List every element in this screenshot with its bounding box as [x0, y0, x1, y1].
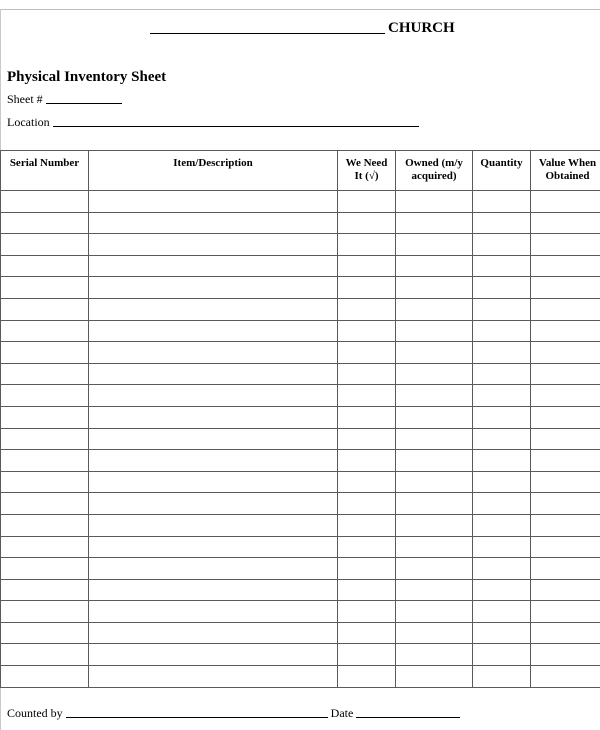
quantity-cell[interactable] — [473, 406, 531, 428]
item-description-cell[interactable] — [89, 450, 338, 472]
we-need-it-cell[interactable] — [338, 191, 396, 213]
value-cell[interactable] — [531, 406, 600, 428]
quantity-cell[interactable] — [473, 363, 531, 385]
quantity-cell[interactable] — [473, 579, 531, 601]
owned-date-cell[interactable] — [396, 277, 473, 299]
we-need-it-cell[interactable] — [338, 320, 396, 342]
item-description-cell[interactable] — [89, 298, 338, 320]
item-description-cell[interactable] — [89, 385, 338, 407]
serial-number-cell[interactable] — [1, 579, 89, 601]
we-need-it-cell[interactable] — [338, 536, 396, 558]
value-cell[interactable] — [531, 212, 600, 234]
value-cell[interactable] — [531, 558, 600, 580]
serial-number-cell[interactable] — [1, 471, 89, 493]
quantity-cell[interactable] — [473, 644, 531, 666]
col-item-description: Item/Description — [89, 151, 338, 191]
we-need-it-cell[interactable] — [338, 363, 396, 385]
sheet-number-field — [7, 92, 122, 107]
location-label: Location — [7, 115, 50, 129]
owned-date-cell[interactable] — [396, 385, 473, 407]
table-row — [1, 191, 600, 213]
owned-date-cell[interactable] — [396, 644, 473, 666]
we-need-it-cell[interactable] — [338, 558, 396, 580]
date-label: Date — [330, 706, 354, 720]
sheet-number-blank[interactable] — [46, 92, 122, 104]
serial-number-cell[interactable] — [1, 666, 89, 688]
table-row — [1, 342, 600, 364]
table-row — [1, 666, 600, 688]
serial-number-cell[interactable] — [1, 536, 89, 558]
value-cell[interactable] — [531, 666, 600, 688]
quantity-cell[interactable] — [473, 558, 531, 580]
serial-number-cell[interactable] — [1, 601, 89, 623]
value-cell[interactable] — [531, 450, 600, 472]
church-name-line — [150, 19, 455, 37]
we-need-it-cell[interactable] — [338, 450, 396, 472]
table-row — [1, 493, 600, 515]
we-need-it-cell[interactable] — [338, 234, 396, 256]
col-quantity: Quantity — [473, 151, 531, 191]
item-description-cell[interactable] — [89, 320, 338, 342]
owned-date-cell[interactable] — [396, 363, 473, 385]
value-cell[interactable] — [531, 428, 600, 450]
we-need-it-cell[interactable] — [338, 342, 396, 364]
col-serial-number: Serial Number — [1, 151, 89, 191]
table-row — [1, 622, 600, 644]
table-row — [1, 514, 600, 536]
table-row — [1, 234, 600, 256]
quantity-cell[interactable] — [473, 450, 531, 472]
owned-date-cell[interactable] — [396, 212, 473, 234]
item-description-cell[interactable] — [89, 406, 338, 428]
serial-number-cell[interactable] — [1, 234, 89, 256]
item-description-cell[interactable] — [89, 428, 338, 450]
table-row — [1, 363, 600, 385]
col-value-when-obtained: Value When Obtained — [531, 151, 600, 191]
serial-number-cell[interactable] — [1, 428, 89, 450]
we-need-it-cell[interactable] — [338, 255, 396, 277]
item-description-cell[interactable] — [89, 212, 338, 234]
owned-date-cell[interactable] — [396, 601, 473, 623]
we-need-it-cell[interactable] — [338, 579, 396, 601]
value-cell[interactable] — [531, 255, 600, 277]
location-field — [7, 115, 419, 130]
item-description-cell[interactable] — [89, 234, 338, 256]
date-blank[interactable] — [356, 706, 460, 718]
sheet-number-label: Sheet # — [7, 92, 43, 106]
table-row — [1, 601, 600, 623]
value-cell[interactable] — [531, 514, 600, 536]
value-cell[interactable] — [531, 601, 600, 623]
table-body — [1, 191, 600, 688]
value-cell[interactable] — [531, 342, 600, 364]
owned-date-cell[interactable] — [396, 450, 473, 472]
we-need-it-cell[interactable] — [338, 644, 396, 666]
item-description-cell[interactable] — [89, 493, 338, 515]
table-row — [1, 558, 600, 580]
item-description-cell[interactable] — [89, 622, 338, 644]
item-description-cell[interactable] — [89, 255, 338, 277]
owned-date-cell[interactable] — [396, 298, 473, 320]
owned-date-cell[interactable] — [396, 493, 473, 515]
item-description-cell[interactable] — [89, 277, 338, 299]
serial-number-cell[interactable] — [1, 622, 89, 644]
we-need-it-cell[interactable] — [338, 428, 396, 450]
we-need-it-cell[interactable] — [338, 514, 396, 536]
value-cell[interactable] — [531, 493, 600, 515]
quantity-cell[interactable] — [473, 342, 531, 364]
quantity-cell[interactable] — [473, 493, 531, 515]
value-cell[interactable] — [531, 191, 600, 213]
top-rule — [0, 9, 600, 10]
item-description-cell[interactable] — [89, 471, 338, 493]
we-need-it-cell[interactable] — [338, 212, 396, 234]
serial-number-cell[interactable] — [1, 558, 89, 580]
table-row — [1, 428, 600, 450]
table-row — [1, 579, 600, 601]
quantity-cell[interactable] — [473, 622, 531, 644]
quantity-cell[interactable] — [473, 191, 531, 213]
quantity-cell[interactable] — [473, 666, 531, 688]
we-need-it-cell[interactable] — [338, 406, 396, 428]
owned-date-cell[interactable] — [396, 558, 473, 580]
owned-date-cell[interactable] — [396, 579, 473, 601]
serial-number-cell[interactable] — [1, 298, 89, 320]
church-label: CHURCH — [388, 20, 455, 36]
owned-date-cell[interactable] — [396, 514, 473, 536]
we-need-it-cell[interactable] — [338, 622, 396, 644]
footer-signoff — [7, 706, 463, 721]
col-owned-date: Owned (m/y acquired) — [396, 151, 473, 191]
value-cell[interactable] — [531, 385, 600, 407]
value-cell[interactable] — [531, 644, 600, 666]
owned-date-cell[interactable] — [396, 234, 473, 256]
table-row — [1, 406, 600, 428]
serial-number-cell[interactable] — [1, 342, 89, 364]
value-cell[interactable] — [531, 234, 600, 256]
quantity-cell[interactable] — [473, 428, 531, 450]
col-we-need-it: We Need It (√) — [338, 151, 396, 191]
counted-by-blank[interactable] — [66, 706, 328, 718]
item-description-cell[interactable] — [89, 536, 338, 558]
serial-number-cell[interactable] — [1, 514, 89, 536]
page-title: Physical Inventory Sheet — [7, 69, 167, 85]
we-need-it-cell[interactable] — [338, 385, 396, 407]
quantity-cell[interactable] — [473, 255, 531, 277]
item-description-cell[interactable] — [89, 191, 338, 213]
we-need-it-cell[interactable] — [338, 493, 396, 515]
owned-date-cell[interactable] — [396, 536, 473, 558]
value-cell[interactable] — [531, 277, 600, 299]
serial-number-cell[interactable] — [1, 450, 89, 472]
table-row — [1, 450, 600, 472]
location-blank[interactable] — [53, 115, 419, 127]
owned-date-cell[interactable] — [396, 342, 473, 364]
table-row — [1, 320, 600, 342]
item-description-cell[interactable] — [89, 579, 338, 601]
value-cell[interactable] — [531, 320, 600, 342]
owned-date-cell[interactable] — [396, 471, 473, 493]
value-cell[interactable] — [531, 363, 600, 385]
table-row — [1, 255, 600, 277]
church-name-blank[interactable] — [150, 19, 385, 34]
serial-number-cell[interactable] — [1, 363, 89, 385]
serial-number-cell[interactable] — [1, 212, 89, 234]
quantity-cell[interactable] — [473, 471, 531, 493]
value-cell[interactable] — [531, 579, 600, 601]
serial-number-cell[interactable] — [1, 644, 89, 666]
quantity-cell[interactable] — [473, 234, 531, 256]
quantity-cell[interactable] — [473, 277, 531, 299]
quantity-cell[interactable] — [473, 212, 531, 234]
we-need-it-cell[interactable] — [338, 471, 396, 493]
item-description-cell[interactable] — [89, 601, 338, 623]
item-description-cell[interactable] — [89, 558, 338, 580]
serial-number-cell[interactable] — [1, 406, 89, 428]
value-cell[interactable] — [531, 298, 600, 320]
table-row — [1, 644, 600, 666]
quantity-cell[interactable] — [473, 536, 531, 558]
item-description-cell[interactable] — [89, 666, 338, 688]
owned-date-cell[interactable] — [396, 320, 473, 342]
owned-date-cell[interactable] — [396, 191, 473, 213]
owned-date-cell[interactable] — [396, 428, 473, 450]
table-row — [1, 471, 600, 493]
value-cell[interactable] — [531, 471, 600, 493]
table-row — [1, 277, 600, 299]
owned-date-cell[interactable] — [396, 255, 473, 277]
we-need-it-cell[interactable] — [338, 666, 396, 688]
value-cell[interactable] — [531, 622, 600, 644]
owned-date-cell[interactable] — [396, 666, 473, 688]
serial-number-cell[interactable] — [1, 277, 89, 299]
quantity-cell[interactable] — [473, 514, 531, 536]
item-description-cell[interactable] — [89, 644, 338, 666]
we-need-it-cell[interactable] — [338, 298, 396, 320]
owned-date-cell[interactable] — [396, 622, 473, 644]
serial-number-cell[interactable] — [1, 191, 89, 213]
table-row — [1, 212, 600, 234]
serial-number-cell[interactable] — [1, 255, 89, 277]
serial-number-cell[interactable] — [1, 493, 89, 515]
item-description-cell[interactable] — [89, 363, 338, 385]
value-cell[interactable] — [531, 536, 600, 558]
table-row — [1, 536, 600, 558]
quantity-cell[interactable] — [473, 298, 531, 320]
quantity-cell[interactable] — [473, 320, 531, 342]
inventory-table — [0, 150, 600, 688]
item-description-cell[interactable] — [89, 342, 338, 364]
owned-date-cell[interactable] — [396, 406, 473, 428]
serial-number-cell[interactable] — [1, 320, 89, 342]
quantity-cell[interactable] — [473, 385, 531, 407]
item-description-cell[interactable] — [89, 514, 338, 536]
we-need-it-cell[interactable] — [338, 277, 396, 299]
counted-by-label: Counted by — [7, 706, 63, 720]
we-need-it-cell[interactable] — [338, 601, 396, 623]
table-row — [1, 385, 600, 407]
table-row — [1, 298, 600, 320]
serial-number-cell[interactable] — [1, 385, 89, 407]
quantity-cell[interactable] — [473, 601, 531, 623]
table-header-row — [1, 151, 600, 191]
